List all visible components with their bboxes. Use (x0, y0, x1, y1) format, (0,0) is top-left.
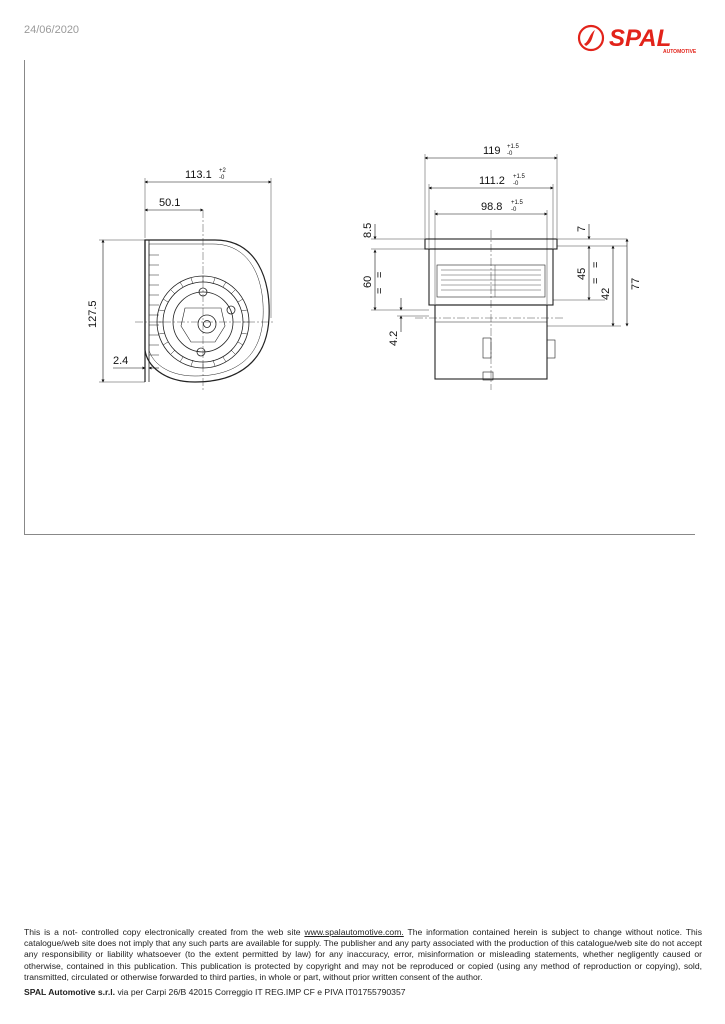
dim-side-inner-tol-lower: -0 (511, 207, 517, 213)
dim-side-top-offset: 8.5 (362, 222, 374, 238)
dim-side-overall-tol-upper: +1.5 (507, 144, 519, 150)
dim-side-overall: 119 (483, 145, 501, 157)
dim-side-mid-tol-upper: +1.5 (513, 174, 525, 180)
dim-side-equal-right-a: = (590, 261, 602, 268)
dim-side-right-low: 42 (600, 287, 612, 300)
side-view (415, 230, 565, 390)
company-name: SPAL Automotive s.r.l. (24, 987, 116, 997)
dim-side-equal-left-a: = (374, 271, 386, 278)
bracket-right-icon (547, 340, 555, 358)
company-footer (24, 987, 406, 997)
dim-side-outlet-height: 60 (362, 275, 374, 288)
logo-swoosh-icon (584, 30, 595, 46)
dim-front-offset: 50.1 (159, 197, 181, 209)
dim-side-overall-tol-lower: -0 (507, 151, 513, 157)
dim-side-equal-right-b: = (590, 277, 602, 284)
logo-brand-text: SPAL (609, 25, 672, 52)
dim-side-right-mid: 45 (576, 267, 588, 280)
bracket-left-icon (483, 338, 491, 358)
dim-side-inner: 98.8 (481, 201, 503, 213)
disclaimer-text-rest: The information contained herein is subject to change without notice. This catalogue/web site does not imply that any such parts are available for supply. The publisher and any party associated with the production of this catalogue/web site do not accept any responsibility or liability whatsoever (to the extent permitted by law) for any inaccuracy, error, misinformation or misleading statements, whether negligently caused or otherwise, contained in this publication. This publication is protected by copyright and may not be reproduced or copied (using any method of reproduction or copying), sold, transmitted, circulated or otherwise forwarded to third parties, in whole or part, without prior written consent of the author. (24, 927, 702, 982)
legal-disclaimer (24, 927, 702, 983)
spal-logo (575, 22, 705, 56)
dim-front-width-tol-upper: +2 (219, 168, 226, 174)
dim-front-height: 127.5 (87, 300, 99, 328)
dim-front-width: 113.1 (185, 169, 212, 181)
screw-right-icon (227, 306, 235, 314)
dim-side-right-top: 7 (576, 225, 588, 232)
dim-side-inner-tol-upper: +1.5 (511, 200, 523, 206)
company-address: via per Carpi 26/B 42015 Correggio IT REG.IMP CF e PIVA IT01755790357 (115, 987, 406, 997)
front-view (135, 210, 273, 390)
document-date: 24/06/2020 (24, 24, 80, 36)
disclaimer-text-start: This is a not- controlled copy electronically created from the web site (24, 927, 305, 937)
dim-front-width-tol-lower: -0 (219, 175, 225, 181)
technical-drawing (25, 60, 695, 534)
dim-side-mid-tol-lower: -0 (513, 181, 519, 187)
technical-drawing-frame (24, 60, 695, 535)
dim-side-mid: 111.2 (479, 175, 505, 187)
website-link[interactable]: www.spalautomotive.com. (304, 927, 404, 937)
motor-hub (198, 315, 216, 333)
dim-side-equal-left-b: = (374, 287, 386, 294)
dim-side-right-total: 77 (630, 277, 642, 290)
dim-front-flange: 2.4 (113, 355, 129, 367)
logo-brand-subtext: AUTOMOTIVE (663, 49, 697, 55)
dim-side-bottom-offset: 4.2 (388, 330, 400, 346)
